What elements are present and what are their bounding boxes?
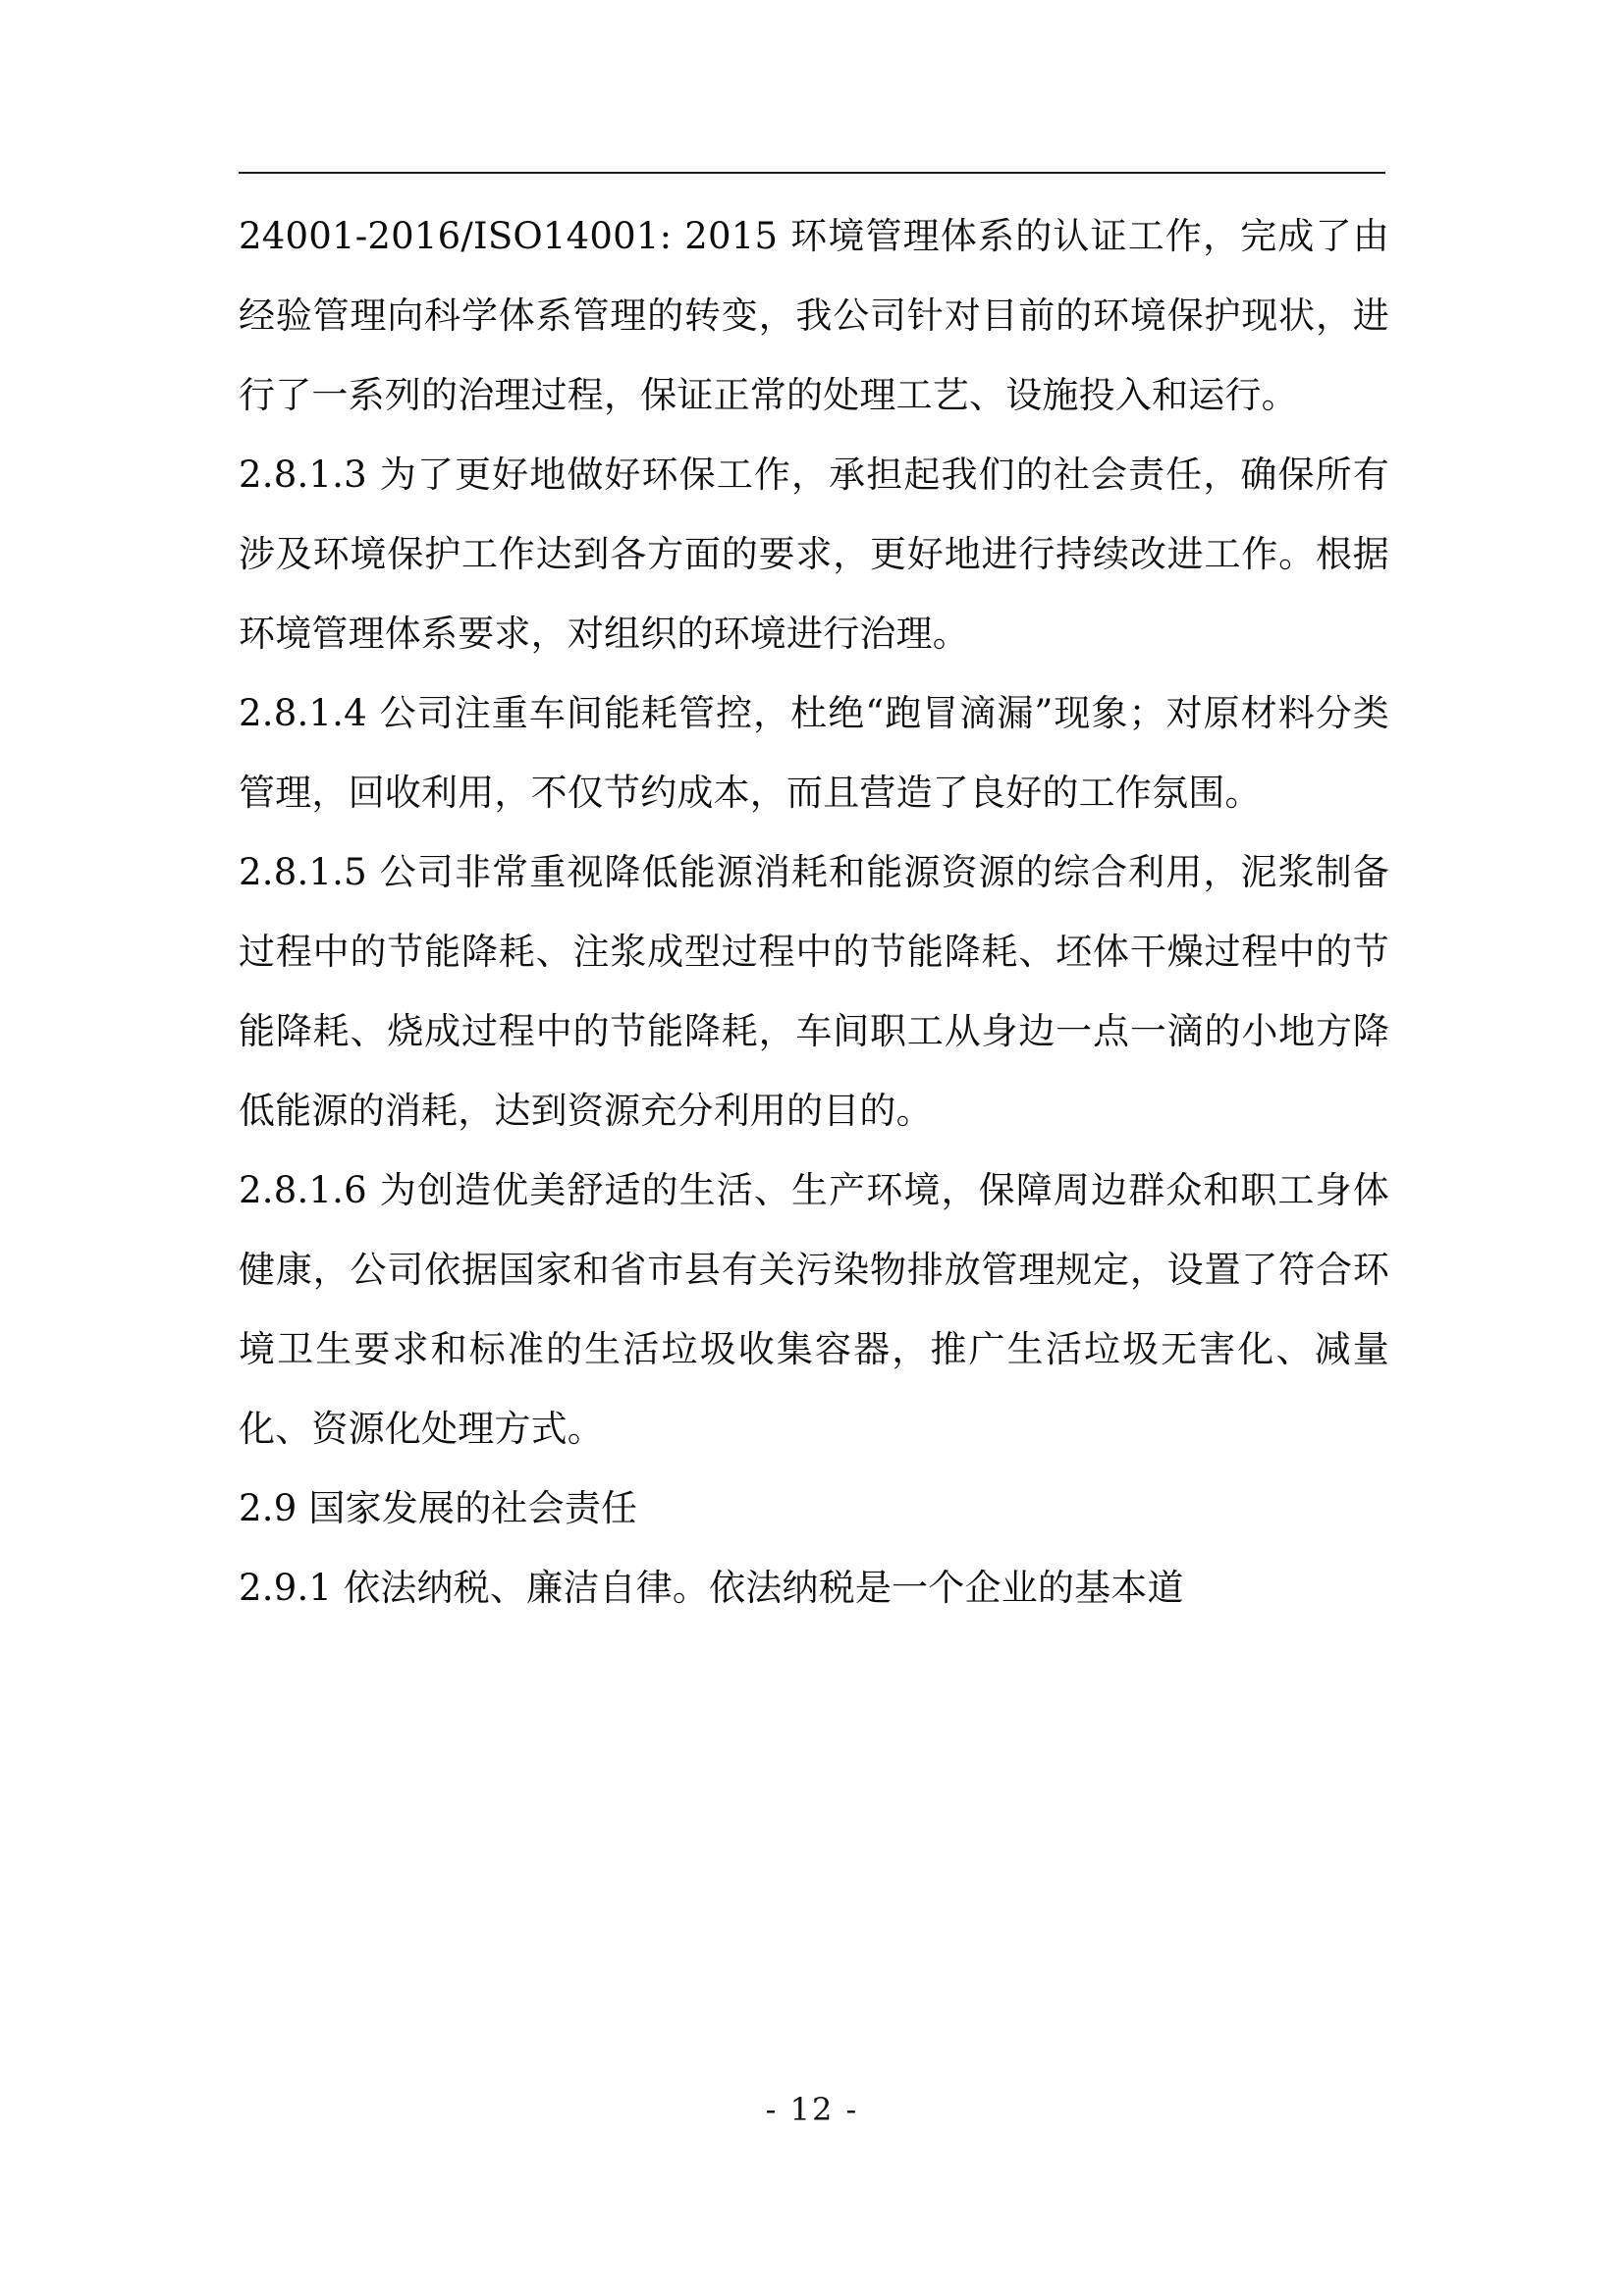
page-number: - 12 -	[765, 2091, 859, 2128]
paragraph: 2.8.1.6 为创造优美舒适的生活、生产环境，保障周边群众和职工身体健康，公司依据国家和省市县有关污染物排放管理规定，设置了符合环境卫生要求和标准的生活垃圾收集容器，推广生活垃圾无害化、减量化、资源化处理方式。	[239, 1169, 1389, 1450]
paragraph: 24001-2016/ISO14001: 2015 环境管理体系的认证工作，完成了由经验管理向科学体系管理的转变，我公司针对目前的环境保护现状，进行了一系列的治理过程，保证正常的处理工艺、设施投入和运行。	[239, 215, 1389, 416]
paragraph: 2.8.1.4 公司注重车间能耗管控，杜绝“跑冒滴漏”现象；对原材料分类管理，回收利用，不仅节约成本，而且营造了良好的工作氛围。	[239, 692, 1389, 814]
header-divider	[239, 172, 1385, 174]
paragraph: 2.8.1.5 公司非常重视降低能源消耗和能源资源的综合利用，泥浆制备过程中的节能降耗、注浆成型过程中的节能降耗、坯体干燥过程中的节能降耗、烧成过程中的节能降耗，车间职工从身边一点一滴的小地方降低能源的消耗，达到资源充分利用的目的。	[239, 851, 1389, 1132]
page-body	[239, 196, 1389, 1628]
paragraph: 2.8.1.3 为了更好地做好环保工作，承担起我们的社会责任，确保所有涉及环境保护工作达到各方面的要求，更好地进行持续改进工作。根据环境管理体系要求，对组织的环境进行治理。	[239, 454, 1389, 655]
section-heading: 2.9 国家发展的社会责任	[239, 1487, 638, 1529]
paragraph: 2.9.1 依法纳税、廉洁自律。依法纳税是一个企业的基本道	[239, 1567, 1184, 1609]
